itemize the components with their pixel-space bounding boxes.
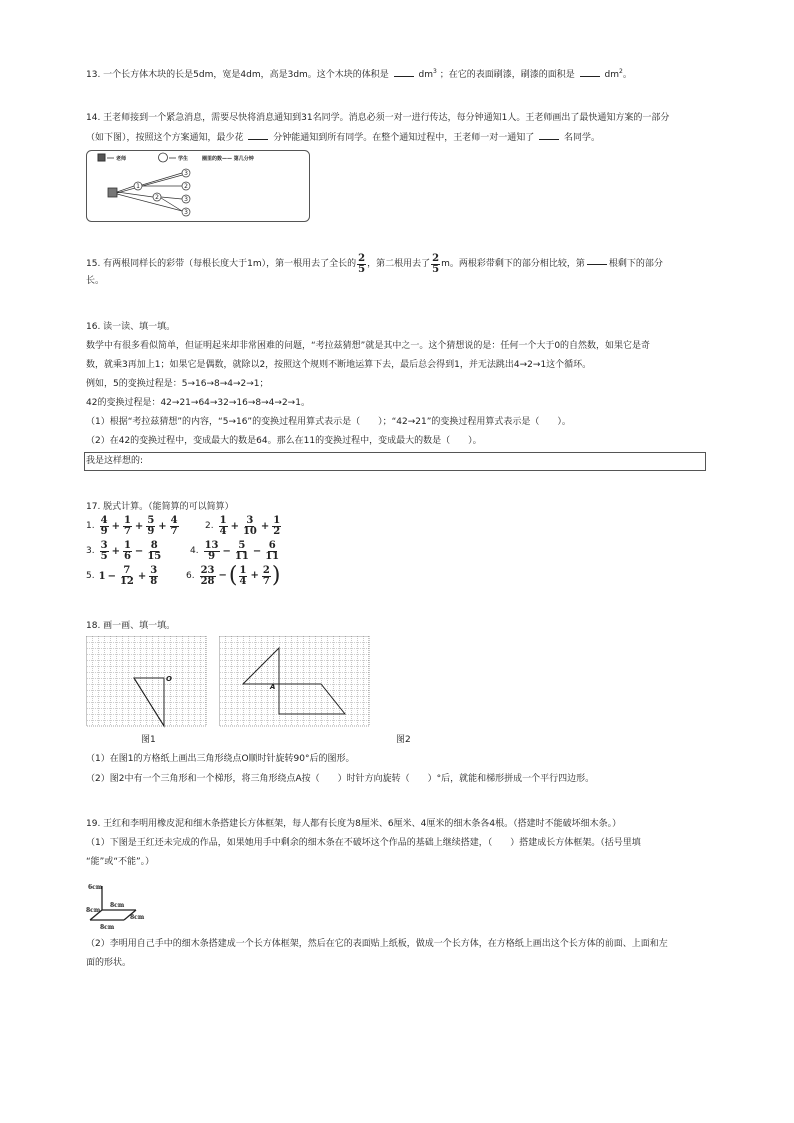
operator: + <box>137 570 147 582</box>
tree-edges <box>117 173 186 212</box>
q18-s1: （1）在图1的方格纸上画出三角形绕点O顺时针旋转90°后的图形。 <box>86 754 355 764</box>
numerator: 3 <box>100 540 108 551</box>
tree-node-label: 2 <box>184 183 188 191</box>
denominator: 4 <box>219 526 227 537</box>
tree-node-label: 2 <box>155 194 159 202</box>
fraction <box>119 566 135 587</box>
q15-frac2-denominator: 5 <box>432 264 440 275</box>
q17-item-2 <box>205 516 282 537</box>
q14-tree-svg <box>86 150 310 222</box>
operator: − <box>134 545 144 557</box>
operator: + <box>134 520 144 532</box>
numerator: 6 <box>268 540 276 551</box>
q16-p5: （1）根据“考拉兹猜想”的内容，“5→16”的变换过程用算式表示是（ ）；“42→21”的变换过程用算式表示是（ ）。 <box>86 417 571 427</box>
legend-student-label: 学生 <box>178 156 189 162</box>
fraction <box>262 566 271 587</box>
numerator: 3 <box>246 515 254 526</box>
q15-frac1-denominator: 5 <box>358 264 366 275</box>
q13-sup-3: 3 <box>433 68 437 75</box>
q17-item-3 <box>86 541 163 562</box>
q19-label: 8cm <box>86 907 101 914</box>
q19-title: 19. 王红和李明用橡皮泥和细木条搭建长方体框架，每人都有长度为8厘米、6厘米、4厘米的细木条各4根。（搭建时不能破坏细木条。） <box>86 819 622 829</box>
q13-end: 。 <box>622 70 632 80</box>
q17-item-4 <box>190 541 281 562</box>
q17-item-number: 3. <box>86 546 95 557</box>
q13-sup-2: 2 <box>618 68 623 75</box>
denominator: 12 <box>119 576 134 587</box>
numerator: 1 <box>123 515 131 526</box>
denominator: 8 <box>150 576 158 587</box>
fraction <box>264 541 280 562</box>
legend-teacher-label: 老师 <box>116 156 127 162</box>
numerator: 1 <box>239 564 247 576</box>
q17-item-number: 5. <box>86 571 95 582</box>
q16-p6: （2）在42的变换过程中，变成最大的数是64。那么在11的变换过程中，变成最大的数是（ ）。 <box>86 436 482 446</box>
q15-line1 <box>86 254 663 275</box>
operator: − <box>222 545 231 557</box>
q14-line1: 14. 王老师接到一个紧急消息，需要尽快将消息通知到31名同学。消息必须一对一进行传达，每分钟通知1人。王老师画出了最快通知方案的一部分 <box>86 113 670 123</box>
tree-teacher-node <box>108 188 117 197</box>
q19-frame-labels <box>86 884 145 931</box>
tree-node-label: 3 <box>184 209 188 217</box>
q18-point-o: O <box>166 675 172 683</box>
fraction <box>219 516 228 537</box>
numerator: 2 <box>262 564 270 576</box>
fraction <box>234 541 250 562</box>
denominator: 9 <box>147 526 155 537</box>
numerator: 1 <box>219 515 227 526</box>
fraction <box>239 566 248 587</box>
q17-title: 17. 脱式计算。（能简算的可以简算） <box>86 502 234 512</box>
q14-blank-count[interactable] <box>539 139 559 140</box>
fraction <box>149 566 158 587</box>
denominator: 9 <box>100 526 108 537</box>
fraction <box>272 516 281 537</box>
operator: − <box>107 570 116 582</box>
fraction <box>146 541 162 562</box>
q16-p4: 42的变换过程是：42→21→64→32→16→8→4→2→1。 <box>86 398 310 408</box>
q14-line2b: 分钟能通知到所有同学。在整个通知过程中，王老师一对一通知了 <box>273 133 535 143</box>
tree-student-nodes <box>134 160 190 216</box>
q13-blank-volume[interactable] <box>394 76 414 77</box>
q14-diagram <box>86 150 310 222</box>
denominator: 4 <box>239 575 247 587</box>
q19-label: 8cm <box>130 914 145 921</box>
numerator: 7 <box>123 565 131 576</box>
q13-text: 13. 一个长方体木块的长是5dm，宽是4dm，高是3dm。这个木块的体积是 <box>86 70 389 80</box>
q16-box-label: 我是这样想的: <box>86 456 144 466</box>
fraction <box>100 541 109 562</box>
operator: − <box>252 545 262 557</box>
q17-item-5 <box>86 566 159 587</box>
operator: + <box>158 520 167 532</box>
denominator: 5 <box>100 551 108 562</box>
denominator: 28 <box>200 575 215 587</box>
q16-answer-box[interactable] <box>84 452 706 471</box>
q18-grid2-svg <box>219 636 371 730</box>
q14-blank-minutes[interactable] <box>248 139 268 140</box>
q17-item-number: 6. <box>186 570 195 581</box>
q13-line <box>86 68 632 81</box>
operator: + <box>111 520 120 532</box>
q18-fig2-caption: 图2 <box>396 735 411 745</box>
denominator: 10 <box>242 526 257 537</box>
q13-blank-area[interactable] <box>580 76 600 77</box>
q15-blank[interactable] <box>587 264 607 265</box>
fraction <box>200 566 216 587</box>
q15-text-c: m。两根彩带剩下的部分相比较，第 <box>441 259 585 270</box>
q17-item-1 <box>86 516 180 537</box>
fraction <box>170 516 179 537</box>
fraction <box>100 516 109 537</box>
q18-s2: （2）图2中有一个三角形和一个梯形，将三角形绕点A按（ ）时针方向旋转（ ）°后，就能和梯形拼成一个平行四边形。 <box>86 774 595 784</box>
fraction <box>123 541 132 562</box>
fraction <box>146 516 155 537</box>
q14-line2 <box>86 133 600 144</box>
q15-frac1 <box>357 254 366 275</box>
tree-node-label: 3 <box>184 196 188 204</box>
q18-title: 18. 画一画、填一填。 <box>86 621 176 631</box>
denominator: 15 <box>147 551 162 562</box>
legend-teacher-square-icon <box>98 154 105 161</box>
q19-label: 8cm <box>100 924 115 931</box>
operator: + <box>250 570 259 582</box>
q19-label: 8cm <box>110 902 125 909</box>
numerator: 5 <box>147 515 155 526</box>
q18-figure1 <box>86 636 210 730</box>
denominator: 7 <box>170 526 178 537</box>
denominator: 6 <box>123 551 131 562</box>
q14-line2a: （如下图），按照这个方案通知，最少花 <box>86 133 244 143</box>
q19-frame-figure <box>86 876 166 934</box>
paren-open: ( <box>228 563 238 588</box>
q17-item-number: 1. <box>86 521 95 532</box>
numerator: 4 <box>170 515 178 526</box>
fraction <box>242 516 258 537</box>
numerator: 4 <box>100 515 108 526</box>
q17-item-number: 4. <box>190 546 199 557</box>
whole-number: 1 <box>98 570 106 582</box>
q15-text-a: 15. 有两根同样长的彩带（每根长度大于1m），第一根用去了全长的 <box>86 259 357 270</box>
q15-line2: 长。 <box>86 276 105 286</box>
q19-s1a: （1）下图是王红还未完成的作品，如果她用手中剩余的细木条在不破坏这个作品的基础上继续搭建，（ ）搭建成长方体框架。（括号里填 <box>86 838 641 848</box>
operator: + <box>111 545 120 557</box>
fraction <box>123 516 132 537</box>
q15-frac1-numerator: 2 <box>358 253 366 264</box>
q19-s2b: 面的形状。 <box>86 958 132 968</box>
numerator: 23 <box>200 564 215 576</box>
q19-label: 6cm <box>88 884 103 891</box>
operator: + <box>260 520 270 532</box>
tree-node-label: 3 <box>184 170 188 178</box>
tree-node-label: 1 <box>136 183 140 191</box>
q16-p3: 例如，5的变换过程是：5→16→8→4→2→1； <box>86 379 269 389</box>
operator: + <box>230 520 239 532</box>
q19-s1b: “能”或“不能”。） <box>86 857 155 867</box>
q18-fig1-caption: 图1 <box>141 735 156 745</box>
q17-item-6 <box>186 563 280 589</box>
q18-figure2 <box>219 636 371 730</box>
denominator: 11 <box>234 551 249 562</box>
legend-minute-label: 圈里的数—— 第几分钟 <box>202 156 254 162</box>
q15-text-d: 根剩下的部分 <box>608 259 663 270</box>
legend-student-circle-icon <box>159 153 168 162</box>
q15-frac2 <box>431 254 440 275</box>
numerator: 1 <box>273 515 281 526</box>
numerator: 1 <box>123 540 131 551</box>
q13-unit2: dm <box>604 70 619 80</box>
paren-close: ) <box>271 563 281 588</box>
numerator: 5 <box>238 540 246 551</box>
q18-point-a: A <box>270 683 276 691</box>
numerator: 13 <box>204 540 219 551</box>
q17-item-number: 2. <box>205 521 214 532</box>
denominator: 7 <box>123 526 131 537</box>
q18-grid1-svg <box>86 636 210 730</box>
q13-mid: ；在它的表面刷漆，刷漆的面积是 <box>439 70 575 80</box>
numerator: 3 <box>150 565 158 576</box>
q13-unit1: dm <box>418 70 434 80</box>
denominator: 2 <box>273 526 281 537</box>
fraction <box>204 541 220 562</box>
q19-s2a: （2）李明用自己手中的细木条搭建成一个长方体框架，然后在它的表面贴上纸板，做成一个长方体，在方格纸上画出这个长方体的前面、上面和左 <box>86 939 668 949</box>
denominator: 9 <box>208 551 216 562</box>
numerator: 8 <box>150 540 158 551</box>
q16-p1: 数学中有很多看似简单，但证明起来却非常困难的问题，“考拉兹猜想”就是其中之一。这个猜想说的是：任何一个大于0的自然数，如果它是奇 <box>86 341 651 351</box>
operator: − <box>218 570 227 582</box>
q15-frac2-numerator: 2 <box>432 253 440 264</box>
denominator: 7 <box>262 575 270 587</box>
q15-text-b: ，第二根用去了 <box>367 259 431 270</box>
q16-p2: 数，就乘3再加上1；如果它是偶数，就除以2，按照这个规则不断地运算下去，最后总会得到1，并无法跳出4→2→1这个循环。 <box>86 360 592 370</box>
q19-frame-svg <box>86 876 166 934</box>
denominator: 11 <box>265 551 280 562</box>
q14-line2c: 名同学。 <box>564 133 601 143</box>
q16-title: 16. 读一读、填一填。 <box>86 322 176 332</box>
